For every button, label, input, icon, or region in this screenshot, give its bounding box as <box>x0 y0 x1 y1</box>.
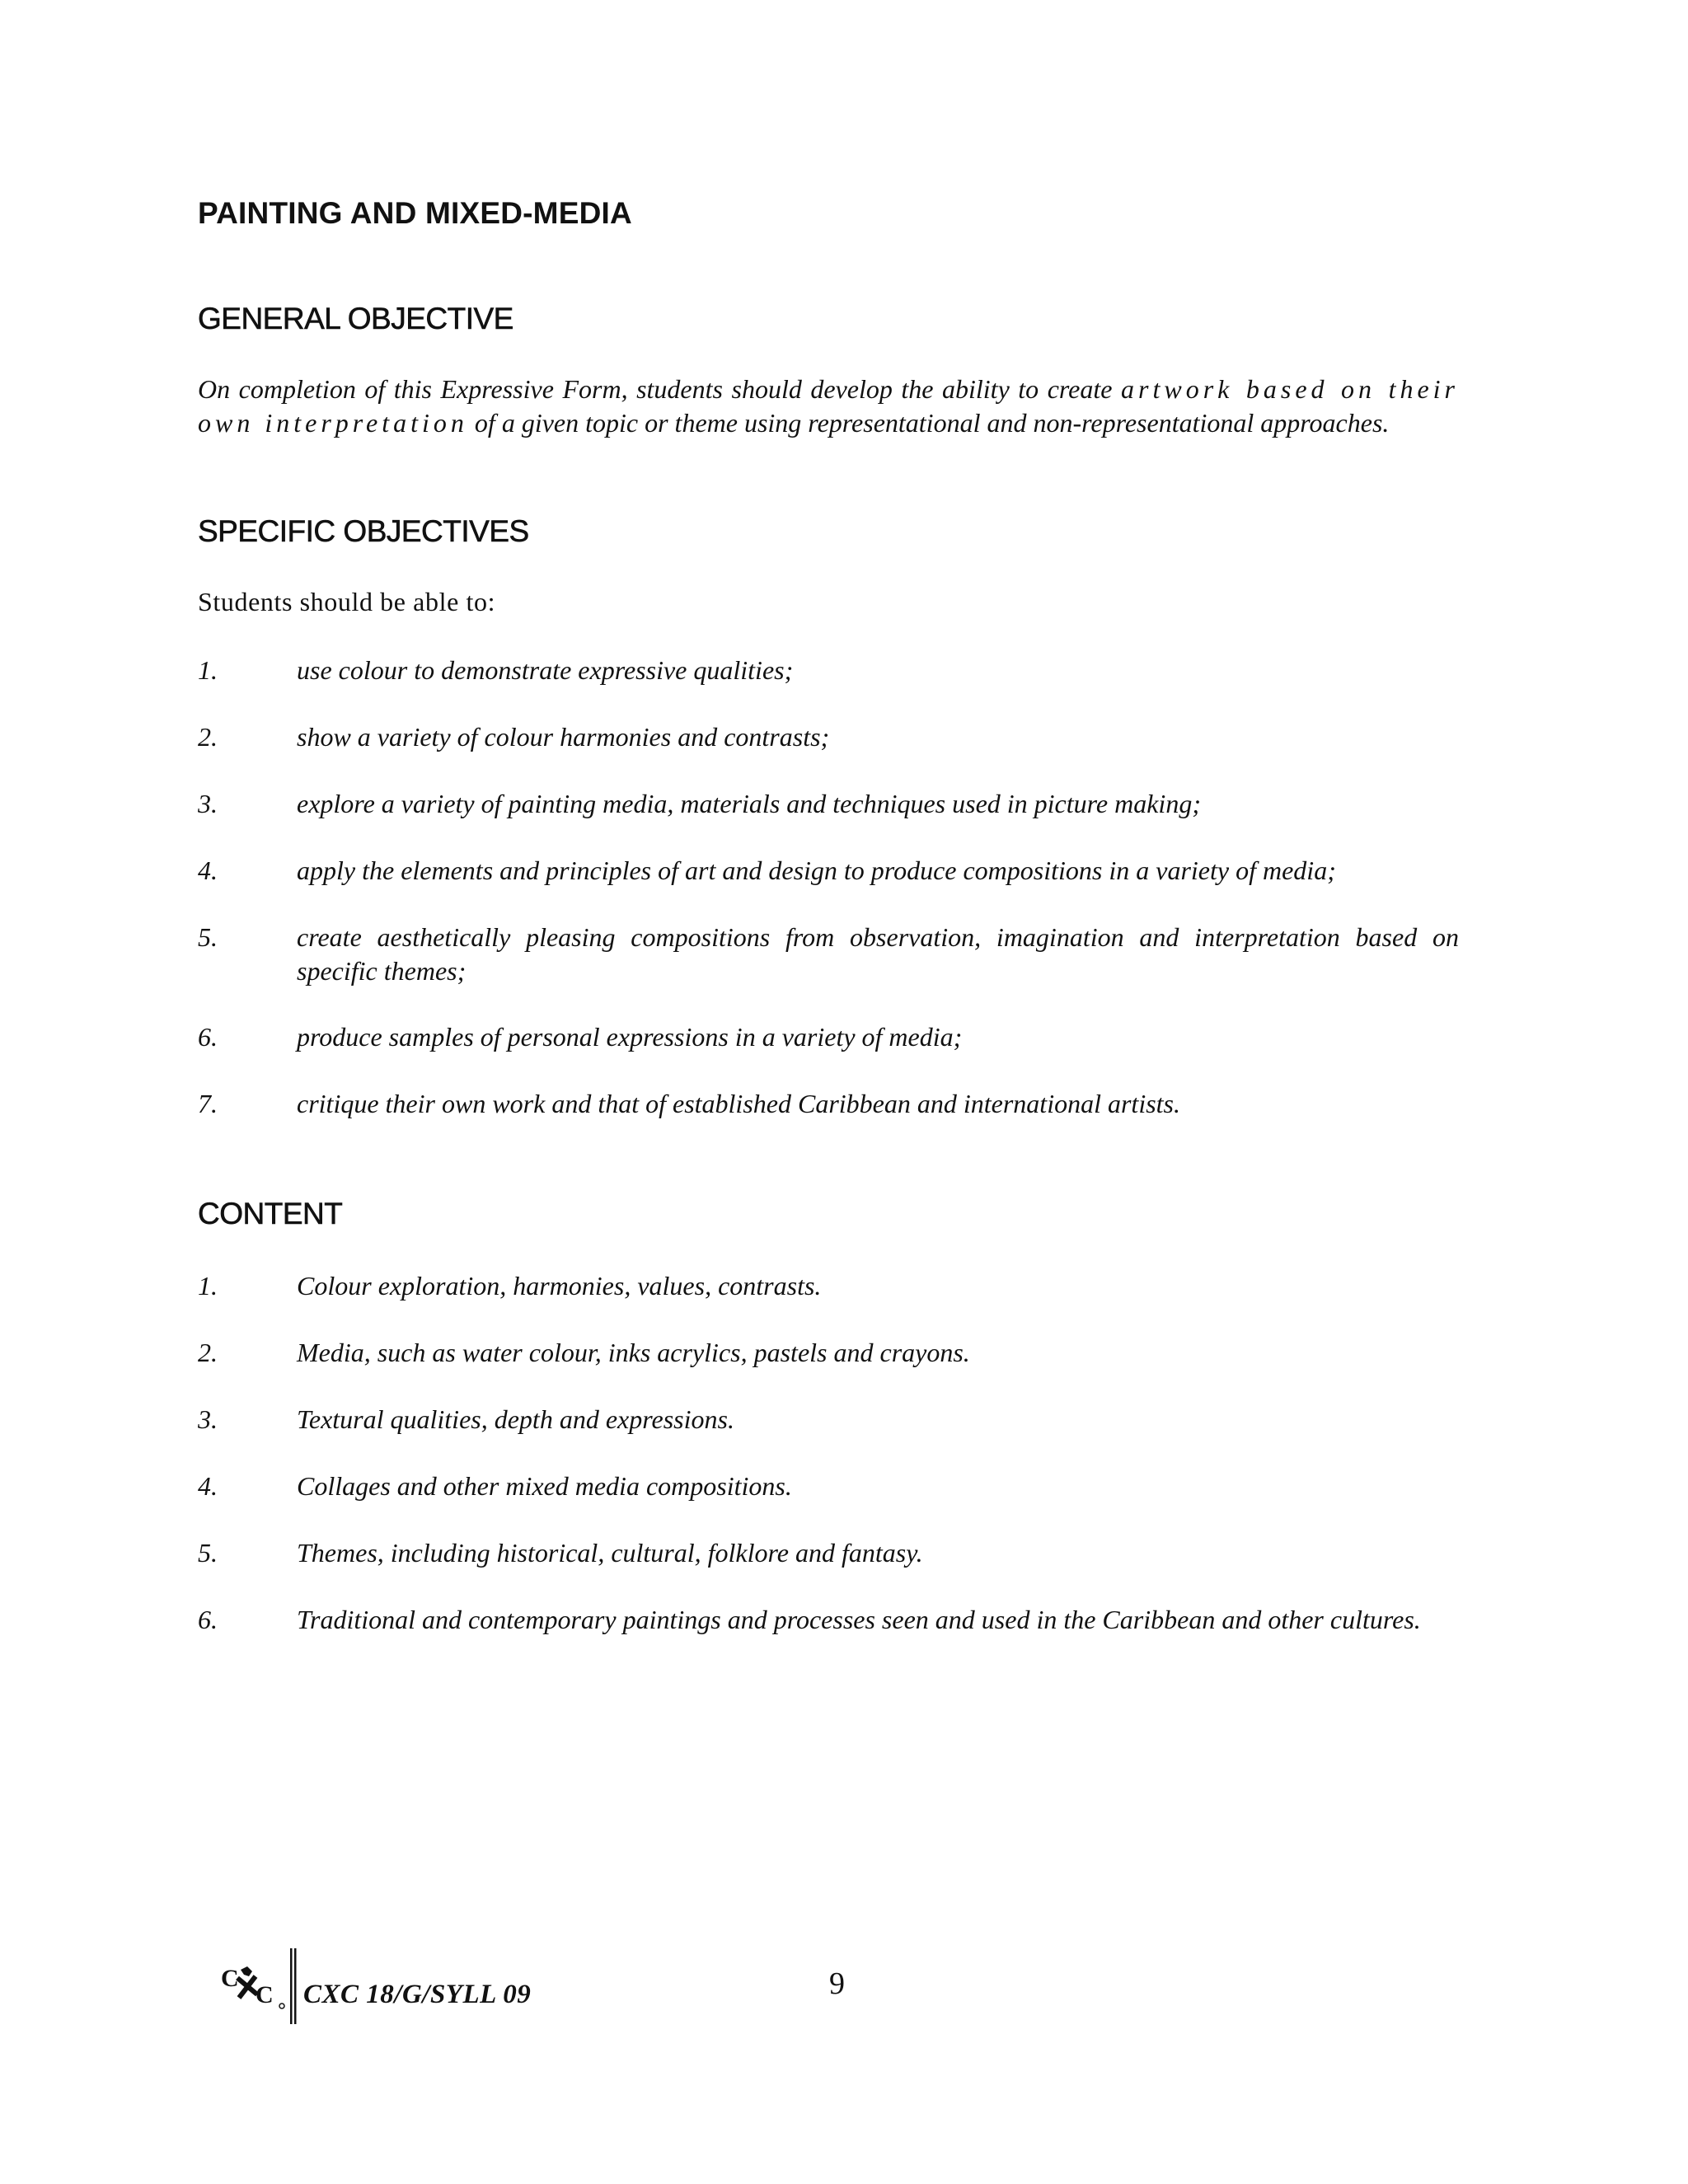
objective-number: 3. <box>198 789 218 818</box>
objective-number: 4. <box>198 855 218 885</box>
objective-text: apply the elements and principles of art and design to produce compositions in a variety of media; <box>297 855 1336 885</box>
content-text: Media, such as water colour, inks acrylics, pastels and crayons. <box>297 1338 970 1367</box>
objective-number: 2. <box>198 722 218 752</box>
content-text: Colour exploration, harmonies, values, contrasts. <box>297 1271 822 1301</box>
registered-mark <box>279 2004 284 2008</box>
objective-item <box>198 1087 1459 1121</box>
content-number: 6. <box>198 1605 218 1634</box>
specific-objectives-intro: Students should be able to: <box>198 587 496 616</box>
content-item <box>198 1336 1459 1370</box>
content-item <box>198 1269 1459 1303</box>
objective-text-line1: create aesthetically pleasing compositions from observation, imagination and interpretation based on <box>297 922 1459 952</box>
general-objective-text-emphasis: artwork based on their own interpretation <box>198 374 1460 438</box>
objective-number: 5. <box>198 922 218 952</box>
objective-item <box>198 1020 1459 1054</box>
objective-text: show a variety of colour harmonies and contrasts; <box>297 722 830 752</box>
objective-text: use colour to demonstrate expressive qualities; <box>297 655 794 685</box>
specific-objectives-heading: SPECIFIC OBJECTIVES <box>198 514 529 548</box>
general-objective-text-part1: On completion of this Expressive Form, students should develop the ability to create <box>198 374 1121 404</box>
content-item <box>198 1469 1459 1503</box>
objective-text: explore a variety of painting media, materials and techniques used in picture making; <box>297 789 1201 818</box>
content-text: Textural qualities, depth and expressions. <box>297 1404 734 1434</box>
objective-text-line2: specific themes; <box>297 956 467 986</box>
objective-item <box>198 921 1459 988</box>
section-title: PAINTING AND MIXED-MEDIA <box>198 196 632 230</box>
content-number: 2. <box>198 1338 218 1367</box>
content-text: Themes, including historical, cultural, folklore and fantasy. <box>297 1538 923 1568</box>
objective-item <box>198 787 1459 821</box>
objective-number: 7. <box>198 1089 218 1118</box>
objective-item <box>198 854 1459 888</box>
objective-number: 6. <box>198 1022 218 1052</box>
content-heading: CONTENT <box>198 1197 343 1230</box>
content-number: 3. <box>198 1404 218 1434</box>
cxc-logo-figure-x <box>237 1976 257 1998</box>
cxc-logo-letter: C <box>221 1965 239 1992</box>
syllabus-code: CXC 18/G/SYLL 09 <box>303 1980 532 2009</box>
objective-text: produce samples of personal expressions in a variety of media; <box>297 1022 963 1052</box>
general-objective-text <box>198 373 1459 440</box>
content-text: Traditional and contemporary paintings and processes seen and used in the Caribbean and other cultures. <box>297 1605 1421 1634</box>
content-number: 4. <box>198 1471 218 1501</box>
objective-item <box>198 654 1459 687</box>
general-objective-text-part2: of a given topic or theme using representational and non-representational approaches. <box>467 408 1390 438</box>
general-objective-heading: GENERAL OBJECTIVE <box>198 302 513 335</box>
content-item <box>198 1536 1459 1570</box>
objective-text: critique their own work and that of established Caribbean and international artists. <box>297 1089 1180 1118</box>
footer-divider <box>290 1948 297 2024</box>
content-number: 1. <box>198 1271 218 1301</box>
cxc-logo-icon <box>219 1958 288 2016</box>
content-text: Collages and other mixed media compositions. <box>297 1471 792 1501</box>
page-number: 9 <box>829 1966 845 2001</box>
content-item <box>198 1603 1459 1637</box>
cxc-logo-figure-head <box>241 1966 252 1976</box>
objective-number: 1. <box>198 655 218 685</box>
objective-item <box>198 720 1459 754</box>
content-item <box>198 1403 1459 1436</box>
content-number: 5. <box>198 1538 218 1568</box>
cxc-logo-letter: C <box>256 1981 274 2008</box>
